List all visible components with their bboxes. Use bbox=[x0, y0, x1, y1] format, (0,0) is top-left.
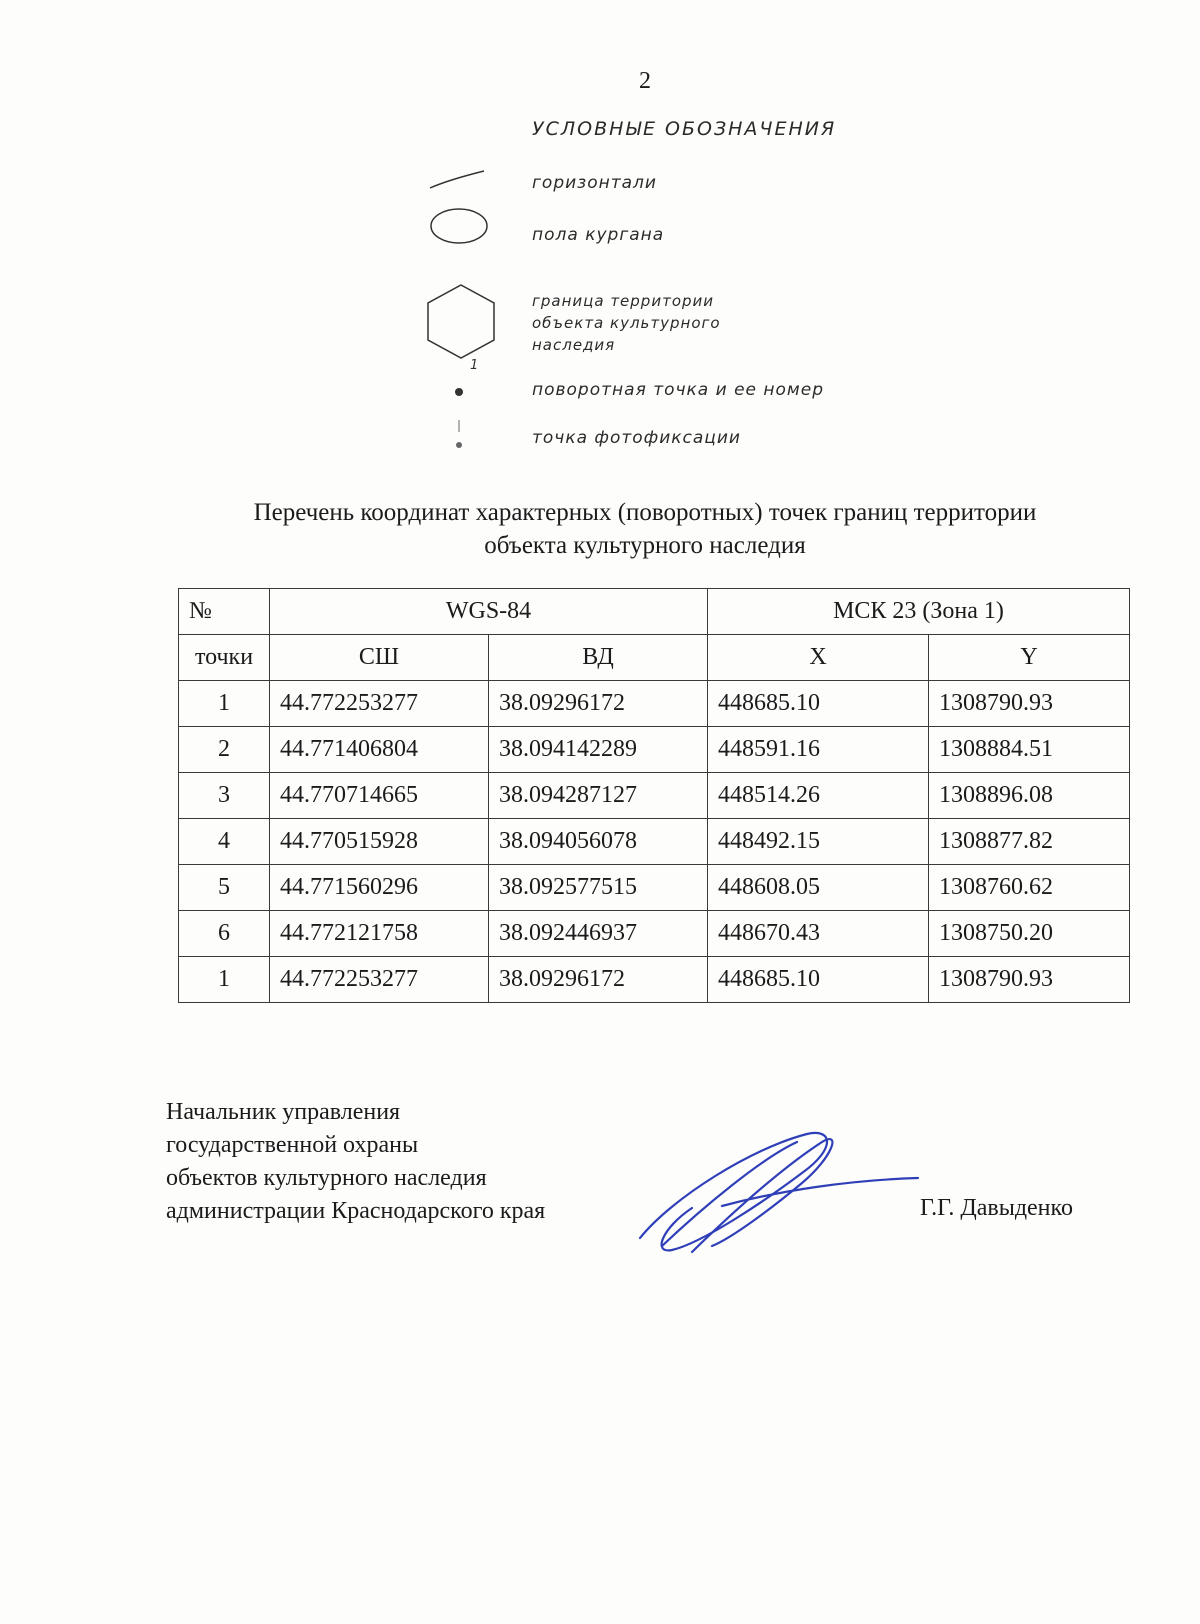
cell-n: 2 bbox=[179, 727, 270, 773]
contour-line-icon bbox=[428, 168, 488, 192]
legend-label-boundary-line2: объекта культурного bbox=[532, 314, 721, 332]
legend-label-boundary bbox=[532, 290, 721, 356]
table-row bbox=[179, 727, 1130, 773]
table-row bbox=[179, 957, 1130, 1003]
legend-label-ellipse: пола кургана bbox=[532, 225, 665, 245]
header-lat: СШ bbox=[270, 635, 489, 681]
signer-line2: государственной охраны bbox=[166, 1132, 419, 1158]
table-title-line2: объекта культурного наследия bbox=[484, 532, 806, 559]
cell-y: 1308750.20 bbox=[929, 911, 1130, 957]
ellipse-icon bbox=[428, 206, 490, 246]
header-num: № bbox=[179, 589, 270, 635]
table-row bbox=[179, 819, 1130, 865]
cell-x: 448492.15 bbox=[708, 819, 929, 865]
table-header-row-2 bbox=[179, 635, 1130, 681]
cell-lon: 38.094287127 bbox=[489, 773, 708, 819]
signer-line1: Начальник управления bbox=[166, 1099, 401, 1125]
cell-lon: 38.09296172 bbox=[489, 957, 708, 1003]
table-title bbox=[0, 496, 1200, 562]
cell-x: 448670.43 bbox=[708, 911, 929, 957]
cell-n: 5 bbox=[179, 865, 270, 911]
signer-position bbox=[166, 1096, 545, 1228]
cell-y: 1308790.93 bbox=[929, 681, 1130, 727]
signer-line4: администрации Краснодарского края bbox=[166, 1198, 546, 1224]
header-msk23: МСК 23 (Зона 1) bbox=[708, 589, 1130, 635]
header-point: точки bbox=[179, 635, 270, 681]
cell-x: 448685.10 bbox=[708, 681, 929, 727]
header-wgs84: WGS-84 bbox=[270, 589, 708, 635]
photo-point-icon bbox=[452, 418, 466, 452]
cell-lat: 44.772253277 bbox=[270, 681, 489, 727]
cell-n: 1 bbox=[179, 681, 270, 727]
legend-label-boundary-line1: граница территории bbox=[532, 292, 715, 310]
table-header-row-1 bbox=[179, 589, 1130, 635]
hexagon-icon bbox=[424, 282, 498, 362]
cell-lat: 44.772121758 bbox=[270, 911, 489, 957]
cell-lat: 44.770714665 bbox=[270, 773, 489, 819]
cell-lon: 38.092446937 bbox=[489, 911, 708, 957]
table-row bbox=[179, 865, 1130, 911]
cell-x: 448591.16 bbox=[708, 727, 929, 773]
cell-n: 6 bbox=[179, 911, 270, 957]
header-lon: ВД bbox=[489, 635, 708, 681]
turning-point-icon bbox=[452, 385, 466, 399]
cell-y: 1308877.82 bbox=[929, 819, 1130, 865]
cell-lon: 38.094056078 bbox=[489, 819, 708, 865]
cell-lat: 44.772253277 bbox=[270, 957, 489, 1003]
cell-lat: 44.771406804 bbox=[270, 727, 489, 773]
page-number: 2 bbox=[639, 68, 651, 94]
cell-lat: 44.770515928 bbox=[270, 819, 489, 865]
table-title-line1: Перечень координат характерных (поворотных) точек границ территории bbox=[253, 499, 1037, 526]
cell-x: 448608.05 bbox=[708, 865, 929, 911]
cell-lon: 38.094142289 bbox=[489, 727, 708, 773]
cell-y: 1308896.08 bbox=[929, 773, 1130, 819]
signature bbox=[632, 1128, 922, 1258]
legend-title: УСЛОВНЫЕ ОБОЗНАЧЕНИЯ bbox=[532, 118, 837, 140]
cell-x: 448685.10 bbox=[708, 957, 929, 1003]
cell-y: 1308760.62 bbox=[929, 865, 1130, 911]
legend-label-contour: горизонтали bbox=[532, 173, 657, 193]
table-row bbox=[179, 911, 1130, 957]
legend-label-turning-point: поворотная точка и ее номер bbox=[532, 380, 824, 400]
coordinates-table bbox=[178, 588, 1130, 1003]
cell-y: 1308884.51 bbox=[929, 727, 1130, 773]
legend-label-photo-point: точка фотофиксации bbox=[532, 428, 741, 448]
cell-n: 4 bbox=[179, 819, 270, 865]
header-y: Y bbox=[929, 635, 1130, 681]
header-x: X bbox=[708, 635, 929, 681]
turning-point-number: 1 bbox=[470, 358, 479, 373]
cell-x: 448514.26 bbox=[708, 773, 929, 819]
table-row bbox=[179, 773, 1130, 819]
legend-label-boundary-line3: наследия bbox=[532, 336, 616, 354]
cell-n: 1 bbox=[179, 957, 270, 1003]
signer-name: Г.Г. Давыденко bbox=[920, 1195, 1073, 1221]
cell-lon: 38.09296172 bbox=[489, 681, 708, 727]
cell-lon: 38.092577515 bbox=[489, 865, 708, 911]
cell-y: 1308790.93 bbox=[929, 957, 1130, 1003]
table-row bbox=[179, 681, 1130, 727]
cell-n: 3 bbox=[179, 773, 270, 819]
signer-line3: объектов культурного наследия bbox=[166, 1165, 487, 1191]
cell-lat: 44.771560296 bbox=[270, 865, 489, 911]
